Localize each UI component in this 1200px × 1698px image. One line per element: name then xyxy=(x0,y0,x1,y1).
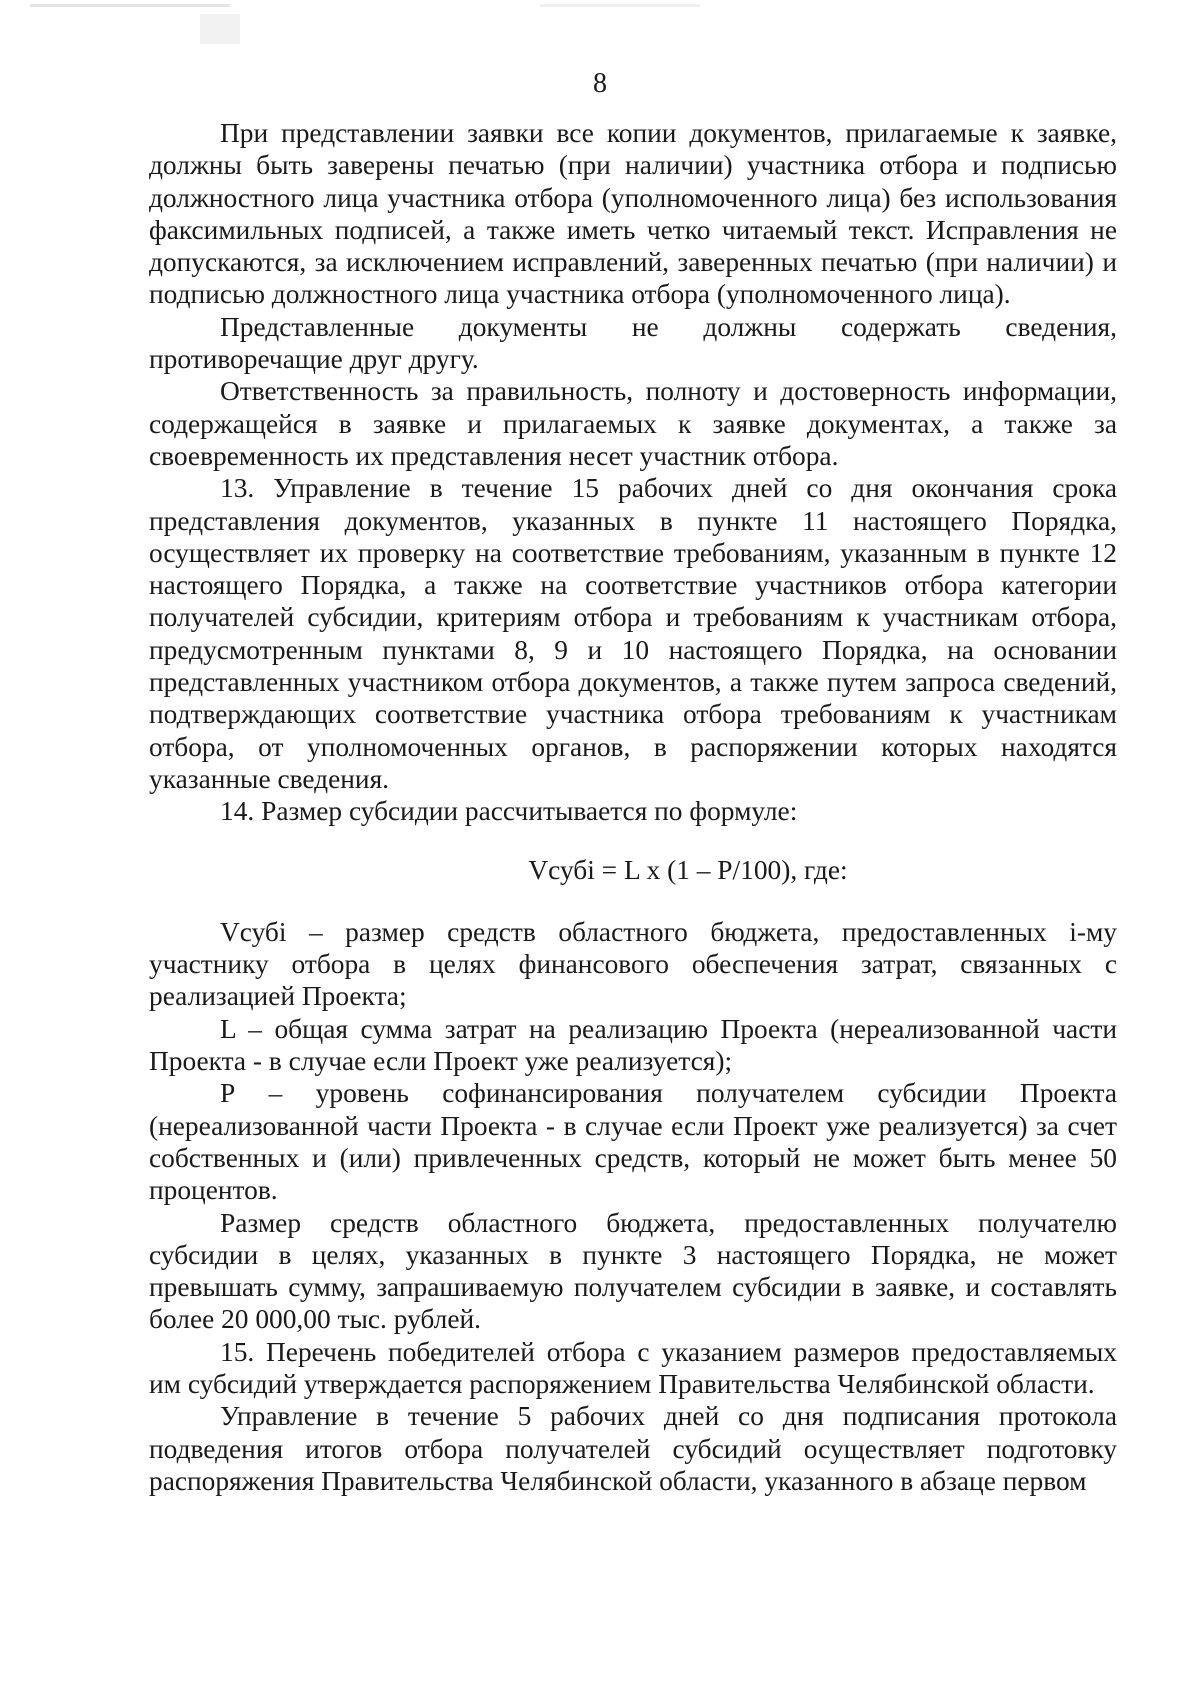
page-number: 8 xyxy=(593,68,607,99)
paragraph-item-13: 13. Управление в течение 15 рабочих дней со дня окончания срока представления документов, указанных в пункте 11 настоящего Порядка, осуществляет их проверку на соответствие требованиям, указанным в пункте 12 настоящего Порядка, а также на соответствие участников отбора категории получателей субсидии, критериям отбора и требованиям к участникам отбора, предусмотренным пунктами 8, 9 и 10 настоящего Порядка, на основании представленных участником отбора документов, а также путем запроса сведений, подтверждающих соответствие участника отбора требованиям к участникам отбора, от уполномоченных органов, в распоряжении которых находятся указанные сведения. xyxy=(149,473,1117,794)
paragraph-definition-p: Р – уровень софинансирования получателем субсидии Проекта (нереализованной части Проекта - в случае если Проект уже реализуется) за счет собственных и (или) привлеченных средств, который не может быть менее 50 процентов. xyxy=(149,1078,1117,1206)
paragraph-item-14: 14. Размер субсидии рассчитывается по формуле: xyxy=(220,796,798,827)
scan-artifact xyxy=(30,4,230,7)
scan-artifact xyxy=(200,14,240,44)
subsidy-formula: Vсубi = L x (1 – P/100), где: xyxy=(528,854,848,885)
paragraph-no-contradictions: Представленные документы не должны содержать сведения, противоречащие друг другу. xyxy=(149,311,1117,375)
paragraph-subsidy-limit: Размер средств областного бюджета, предоставленных получателю субсидии в целях, указанных в пункте 3 настоящего Порядка, не может превышать сумму, запрашиваемую получателем субсидии в заявке, и составлять более 20 000,00 тыс. рублей. xyxy=(149,1207,1117,1335)
document-body xyxy=(149,117,1117,1497)
scan-artifact xyxy=(540,4,700,7)
paragraph-definition-vsub: Vсубi – размер средств областного бюджета, предоставленных i-му участнику отбора в целях финансового обеспечения затрат, связанных с реализацией Проекта; xyxy=(149,916,1117,1012)
paragraph-responsibility: Ответственность за правильность, полноту и достоверность информации, содержащейся в заявке и прилагаемых к заявке документах, а также за своевременность их представления несет участник отбора. xyxy=(149,376,1117,471)
paragraph-definition-l: L – общая сумма затрат на реализацию Проекта (нереализованной части Проекта - в случае если Проект уже реализуется); xyxy=(149,1013,1117,1077)
paragraph-item-15: 15. Перечень победителей отбора с указанием размеров предоставляемых им субсидий утверждается распоряжением Правительства Челябинской области. xyxy=(149,1336,1117,1399)
paragraph-copies-certification: При представлении заявки все копии документов, прилагаемые к заявке, должны быть заверены печатью (при наличии) участника отбора и подписью должностного лица участника отбора (уполномоченного лица) без использования факсимильных подписей, а также иметь четко читаемый текст. Исправления не допускаются, за исключением исправлений, заверенных печатью (при наличии) и подписью должностного лица участника отбора (уполномоченного лица). xyxy=(149,118,1117,310)
paragraph-protocol-preparation: Управление в течение 5 рабочих дней со дня подписания протокола подведения итогов отбора получателей субсидий осуществляет подготовку распоряжения Правительства Челябинской области, указанного в абзаце первом xyxy=(149,1401,1117,1496)
